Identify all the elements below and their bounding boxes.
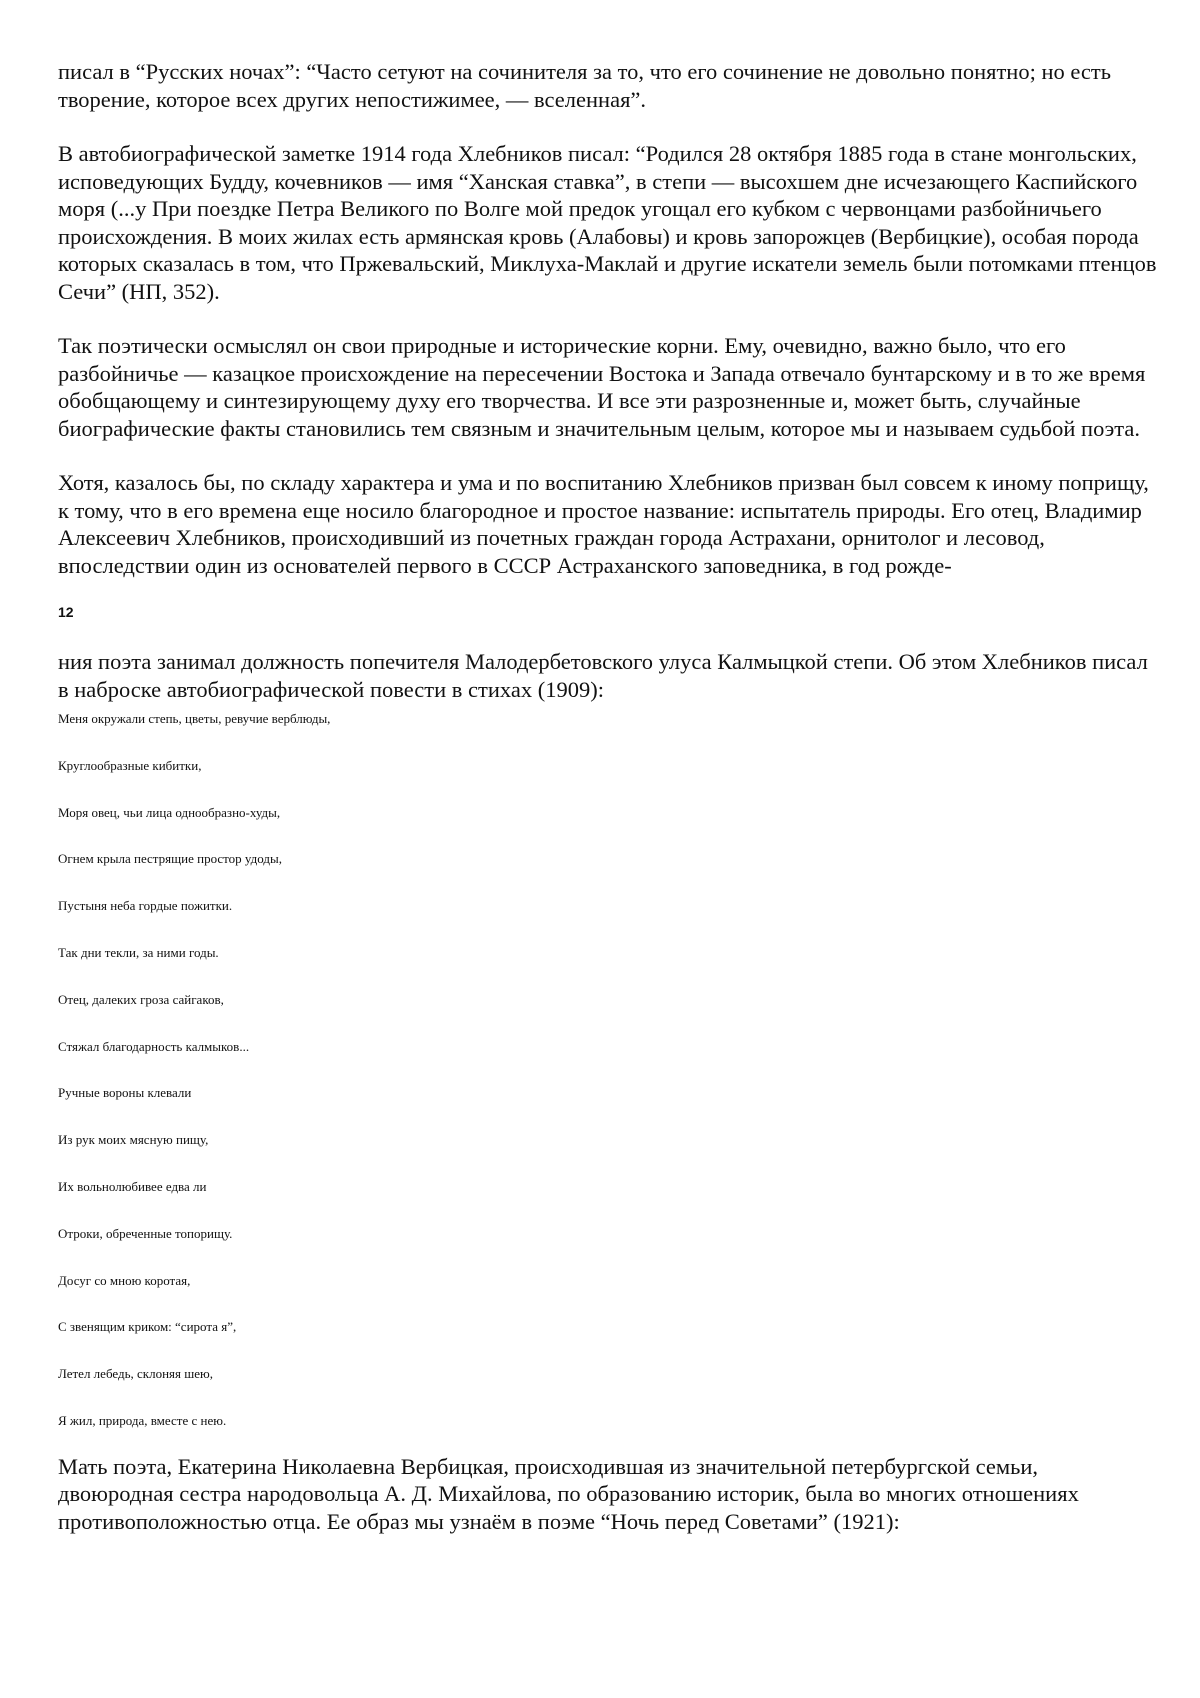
poem-excerpt [58,711,1158,1428]
paragraph-4: Хотя, казалось бы, по складу характера и ума и по воспитанию Хлебников призван был совсем к иному поприщу, к тому, что в его времена еще носило благородное и простое название: испытатель природы. Его отец, Владимир Алексеевич Хлебников, происходивший из почетных граждан города Астрахани, орнитолог и лесовод, впоследствии один из основателей первого в СССР Астраханского заповедника, в год рожде- [58,470,1149,578]
paragraph-3: Так поэтически осмыслял он свои природные и исторические корни. Ему, очевидно, важно было, что его разбойничье — казацкое происхождение на пересечении Востока и Запада отвечало бунтарскому и в то же время обобщающему и синтезирующему духу его творчества. И все эти разрозненные и, может быть, случайные биографические факты становились тем связным и значительным целым, которое мы и называем судьбой поэта. [58,333,1146,441]
paragraph-final: Мать поэта, Екатерина Николаевна Вербицкая, происходившая из значительной петербургской семьи, двоюродная сестра народовольца А. Д. Михайлова, по образованию историк, была во многих отношениях противоположностью отца. Ее образ мы узнаём в поэме “Ночь перед Советами” (1921): [58,1453,1079,1534]
poem-line: Летел лебедь, склоняя шею, [58,1366,214,1382]
poem-line: Меня окружали степь, цветы, ревучие верблюды, [58,711,331,726]
poem-line: Моря овец, чьи лица однообразно-худы, [58,804,281,820]
poem-line: Ручные вороны клевали [58,1085,192,1101]
poem-line: Досуг со мною коротая, [58,1272,191,1288]
poem-line: Пустыня неба гордые пожитки. [58,898,233,914]
page-number: 12 [58,604,74,620]
poem-line: Отроки, обреченные топорищу. [58,1225,233,1241]
poem-line: С звенящим криком: “сирота я”, [58,1319,237,1335]
poem-line: Из рук моих мясную пищу, [58,1132,209,1148]
poem-line: Я жил, природа, вместе с нею. [58,1412,227,1428]
poem-line: Так дни текли, за ними годы. [58,944,219,960]
paragraph-2: В автобиографической заметке 1914 года Хлебников писал: “Родился 28 октября 1885 года в стане монгольских, исповедующих Будду, кочевников — имя “Ханская ставка”, в степи — высохшем дне исчезающего Каспийского моря (...у При поездке Петра Великого по Волге мой предок угощал его кубком с червонцами разбойничьего происхождения. В моих жилах есть армянская кровь (Алабовы) и кровь запорожцев (Вербицкие), особая порода которых сказалась в том, что Пржевальский, Миклуха-Маклай и другие искатели земель были потомками птенцов Сечи” (НП, 352). [58,141,1157,304]
poem-line: Отец, далеких гроза сайгаков, [58,991,224,1007]
paragraph-1: писал в “Русских ночах”: “Часто сетуют на сочинителя за то, что его сочинение не довольно понятно; но есть творение, которое всех других непостижимее, — вселенная”. [58,59,1112,112]
poem-line: Круглообразные кибитки, [58,757,202,773]
document-page [58,58,1158,1562]
paragraph-continued: ния поэта занимал должность попечителя Малодербетовского улуса Калмыцкой степи. Об этом Хлебников писал в наброске автобиографической повести в стихах (1909): [58,649,1148,702]
poem-line: Огнем крыла пестрящие простор удоды, [58,851,282,867]
poem-line: Их вольнолюбивее едва ли [58,1178,207,1194]
poem-line: Стяжал благодарность калмыков... [58,1038,250,1054]
